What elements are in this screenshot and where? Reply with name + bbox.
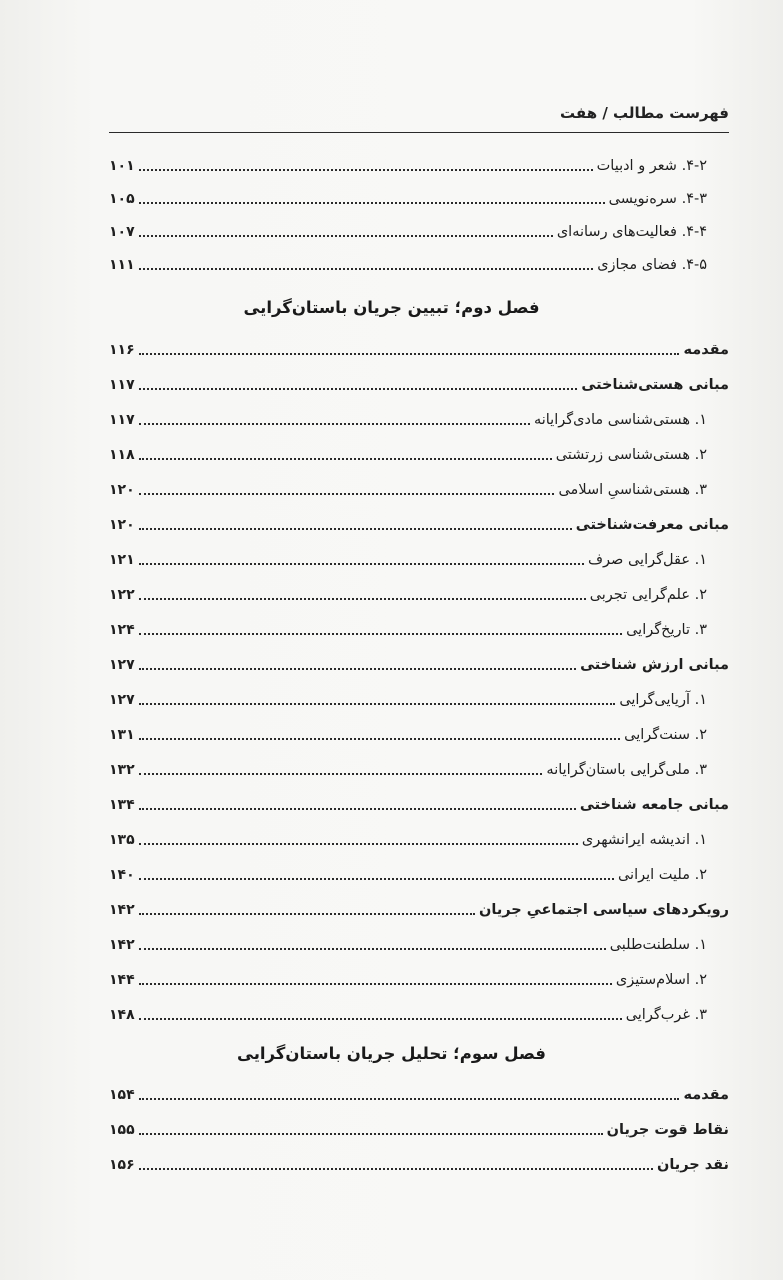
toc-page-number: ۱۵۵	[109, 1122, 135, 1138]
dot-leader	[139, 458, 552, 460]
toc-entry-label: نقاط قوت جریان	[606, 1122, 729, 1138]
toc-row[interactable]	[109, 996, 729, 1026]
toc-page-number: ۱۴۴	[109, 972, 135, 988]
dot-leader	[139, 268, 594, 270]
chapter-title: فصل سوم؛ تحلیل جریان باستان‌گرایی	[237, 1044, 546, 1063]
toc-entry-label: ۱. اندیشه ایرانشهری	[581, 832, 707, 848]
toc-entry-label: مبانی ارزش شناختی	[580, 657, 729, 673]
toc-row[interactable]	[109, 331, 729, 361]
toc-page-number: ۱۴۸	[109, 1007, 135, 1023]
toc-page-number: ۱۱۸	[109, 447, 135, 463]
toc-row[interactable]	[109, 681, 729, 711]
toc-page-number: ۱۰۷	[109, 224, 135, 240]
toc-entry-label: ۳. ملی‌گرایی باستان‌گرایانه	[546, 762, 707, 778]
toc-entry-label: ۱. سلطنت‌طلبی	[609, 937, 707, 953]
toc-row[interactable]	[109, 1111, 729, 1141]
dot-leader	[139, 169, 593, 171]
toc-entry-label: ۱. عقل‌گرایی صرف	[588, 552, 707, 568]
dot-leader	[139, 1133, 603, 1135]
toc-row[interactable]	[109, 961, 729, 991]
toc-page-number: ۱۲۲	[109, 587, 135, 603]
toc-entry-label: ۳. تاریخ‌گرایی	[626, 622, 707, 638]
toc-entry-label: مبانی معرفت‌شناختی	[575, 517, 729, 533]
toc-page-number: ۱۱۶	[109, 342, 135, 358]
toc-page-number: ۱۵۶	[109, 1157, 135, 1173]
toc-row[interactable]	[109, 856, 729, 886]
dot-leader	[139, 1018, 622, 1020]
toc-page-number: ۱۲۷	[109, 692, 135, 708]
dot-leader	[139, 703, 616, 705]
toc-page-number: ۱۵۴	[109, 1087, 135, 1103]
toc-page-number: ۱۴۲	[109, 937, 135, 953]
toc-entry-label: مبانی جامعه شناختی	[579, 797, 729, 813]
toc-row[interactable]	[109, 716, 729, 746]
dot-leader	[139, 843, 578, 845]
toc-entry-label: ۲. سنت‌گرایی	[624, 727, 707, 743]
toc-page-number: ۱۱۷	[109, 412, 135, 428]
toc-row[interactable]	[109, 646, 729, 676]
toc-row[interactable]	[109, 891, 729, 921]
toc-entry-label: ۱. هستی‌شناسی مادی‌گرایانه	[533, 412, 707, 428]
dot-leader	[139, 528, 572, 530]
dot-leader	[139, 353, 680, 355]
dot-leader	[139, 388, 578, 390]
dot-leader	[139, 1168, 653, 1170]
toc-entry-label: ۴-۲. شعر و ادبیات	[596, 158, 707, 174]
dot-leader	[139, 235, 553, 237]
dot-leader	[139, 948, 606, 950]
toc-page-number: ۱۱۱	[109, 257, 135, 273]
toc-entry-label: ۴-۳. سره‌نویسی	[608, 191, 707, 207]
toc-page-number: ۱۳۲	[109, 762, 135, 778]
toc-row[interactable]	[109, 821, 729, 851]
toc-entry-label: ۲. اسلام‌ستیزی	[615, 972, 707, 988]
toc-entry-label: ۳. هستی‌شناسیِ اسلامی	[558, 482, 707, 498]
dot-leader	[139, 773, 543, 775]
toc-page-number: ۱۲۰	[109, 482, 135, 498]
toc-page-number: ۱۲۰	[109, 517, 135, 533]
toc-row[interactable]	[109, 926, 729, 956]
toc-entry-label: مبانی هستی‌شناختی	[581, 377, 729, 393]
toc-page-number: ۱۱۷	[109, 377, 135, 393]
toc-entry-label: ۴-۴. فعالیت‌های رسانه‌ای	[556, 224, 707, 240]
dot-leader	[139, 633, 622, 635]
toc-entry-label: ۲. علم‌گرایی تجربی	[589, 587, 707, 603]
chapter-title: فصل دوم؛ تبیین جریان باستان‌گرایی	[243, 298, 540, 317]
dot-leader	[139, 493, 555, 495]
dot-leader	[139, 563, 584, 565]
dot-leader	[139, 808, 576, 810]
toc-row[interactable]	[109, 786, 729, 816]
toc-row[interactable]	[109, 541, 729, 571]
toc-entry-label: ۲. هستی‌شناسی زرتشتی	[555, 447, 707, 463]
dot-leader	[139, 738, 621, 740]
toc-page-number: ۱۲۷	[109, 657, 135, 673]
toc-row[interactable]	[109, 471, 729, 501]
dot-leader	[139, 878, 614, 880]
toc-entry-label: ۴-۵. فضای مجازی	[597, 257, 707, 273]
toc-row[interactable]	[109, 401, 729, 431]
toc-row[interactable]	[109, 436, 729, 466]
dot-leader	[139, 983, 612, 985]
toc-row[interactable]	[109, 751, 729, 781]
toc-row[interactable]	[109, 576, 729, 606]
toc-row[interactable]	[109, 1076, 729, 1106]
toc-row[interactable]	[109, 147, 729, 177]
toc-page-number: ۱۳۱	[109, 727, 135, 743]
toc-entry-label: مقدمه	[683, 342, 729, 358]
dot-leader	[139, 598, 586, 600]
toc-row[interactable]	[109, 506, 729, 536]
toc-page-number: ۱۲۴	[109, 622, 135, 638]
toc-entry-label: رویکردهای سیاسی اجتماعیِ جریان	[479, 902, 729, 918]
toc-page-number: ۱۳۴	[109, 797, 135, 813]
toc-page-number: ۱۳۵	[109, 832, 135, 848]
page-header	[109, 104, 729, 133]
dot-leader	[139, 668, 576, 670]
dot-leader	[139, 1098, 680, 1100]
toc-entry-label: ۳. غرب‌گرایی	[625, 1007, 707, 1023]
toc-page-number: ۱۰۱	[109, 158, 135, 174]
toc-page-number: ۱۰۵	[109, 191, 135, 207]
toc-entry-label: ۱. آریایی‌گرایی	[619, 692, 707, 708]
toc-entry-label: نقد جریان	[656, 1157, 729, 1173]
toc-row[interactable]	[109, 366, 729, 396]
header-title: فهرست مطالب / هفت	[560, 104, 729, 122]
dot-leader	[139, 423, 530, 425]
toc-row[interactable]	[109, 213, 729, 243]
toc-page-number: ۱۴۰	[109, 867, 135, 883]
toc-entry-label: مقدمه	[683, 1087, 729, 1103]
dot-leader	[139, 913, 475, 915]
toc-page-number: ۱۲۱	[109, 552, 135, 568]
toc-row[interactable]	[109, 1146, 729, 1176]
toc-entry-label: ۲. ملیت ایرانی	[617, 867, 707, 883]
toc-page-number: ۱۴۲	[109, 902, 135, 918]
toc-row[interactable]	[109, 611, 729, 641]
dot-leader	[139, 202, 605, 204]
toc-row[interactable]	[109, 180, 729, 210]
toc-row[interactable]	[109, 246, 729, 276]
